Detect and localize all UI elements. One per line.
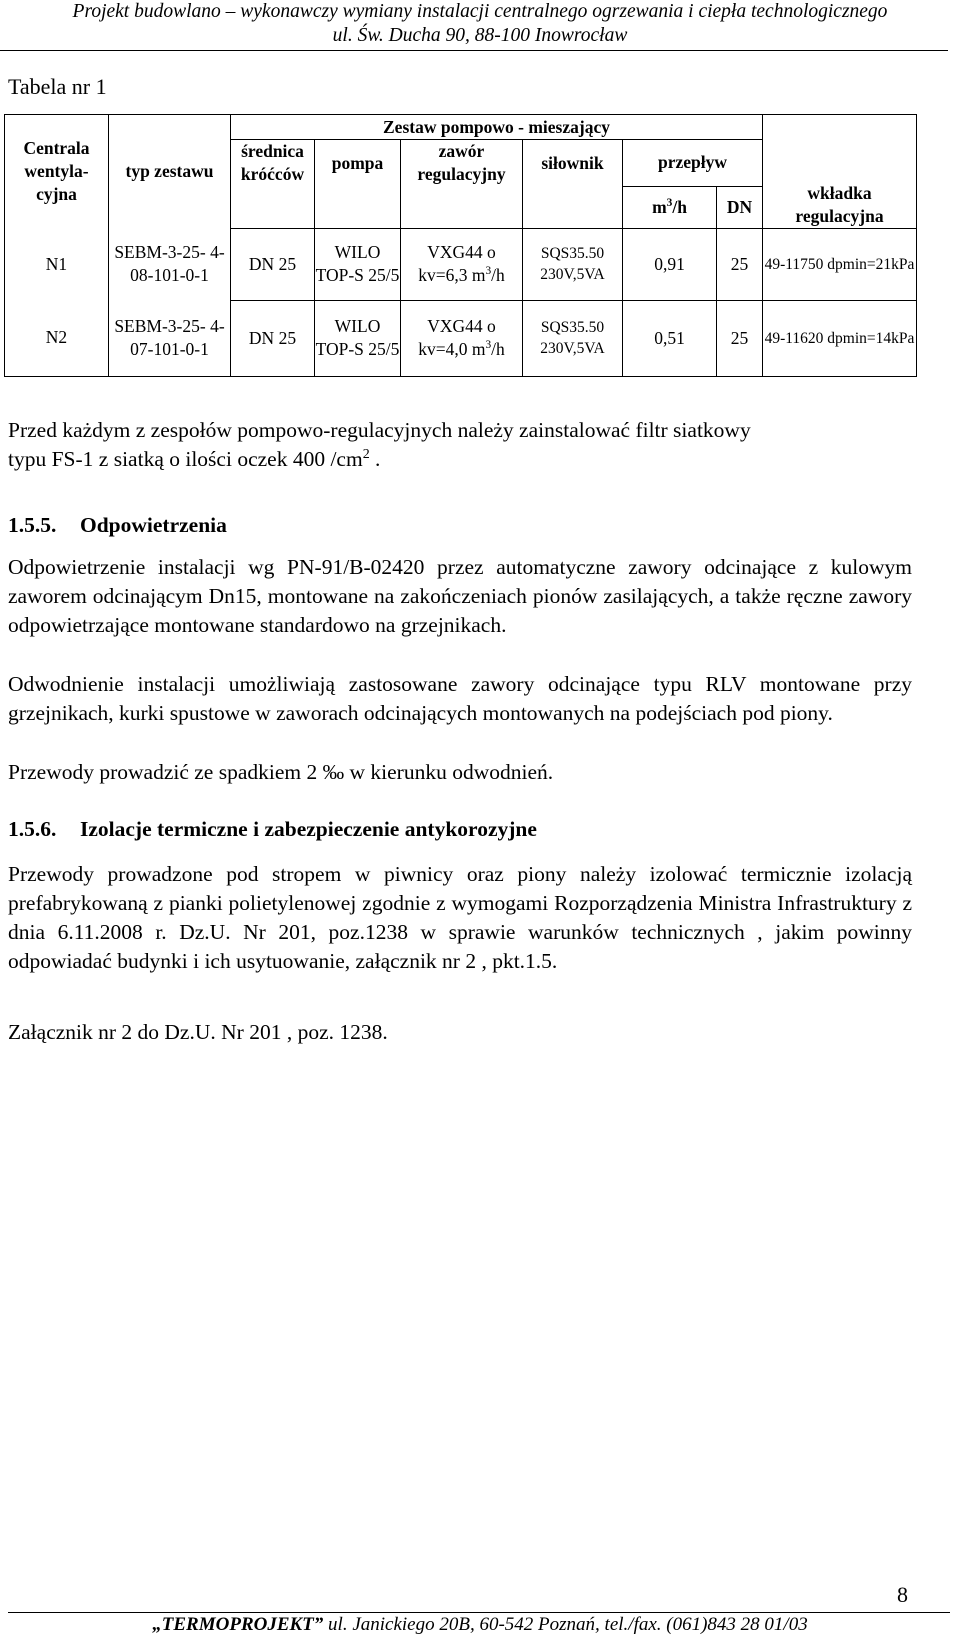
table-caption: Tabela nr 1 bbox=[8, 74, 107, 99]
document-header-line1: Projekt budowlano – wykonawczy wymiany instalacji centralnego ogrzewania i ciepła technologicznego bbox=[72, 1, 888, 22]
table-row bbox=[5, 300, 917, 376]
header-empty-cell bbox=[763, 115, 917, 140]
section-heading-156 bbox=[8, 817, 537, 842]
filter-note-line1: Przed każdym z zespołów pompowo-regulacyjnych należy zainstalować filtr siatkowy bbox=[8, 418, 751, 442]
cell-przeplyw: 0,91 bbox=[623, 228, 717, 300]
cell-dn: 25 bbox=[717, 228, 763, 300]
cell-silownik: SQS35.50 230V,5VA bbox=[523, 228, 623, 300]
cell-pompa: WILO TOP-S 25/5 bbox=[315, 228, 401, 300]
page-number: 8 bbox=[897, 1582, 908, 1607]
cell-dn: 25 bbox=[717, 300, 763, 376]
header-wkladka: wkładka regulacyjna bbox=[763, 140, 917, 229]
cell-centrala: N2 bbox=[5, 300, 109, 376]
header-silownik: siłownik bbox=[523, 140, 623, 187]
section-heading-155 bbox=[8, 513, 227, 538]
filter-note-line2: typu FS-1 z siatką o ilości oczek 400 $/cm^2$ . bbox=[8, 446, 381, 471]
section-title: Izolacje termiczne i zabezpieczenie antykorozyjne bbox=[80, 817, 537, 841]
section-number: 1.5.6. bbox=[8, 817, 57, 841]
paragraph-odpowietrzenie: Odpowietrzenie instalacji wg PN-91/B-02420 przez automatyczne zawory odcinające z kulowym zaworem odcinającym Dn15, montowane na zakończeniach pionów zasilających, a także ręczne zawory odpowietrzające montowane standardowo na grzejnikach. bbox=[8, 555, 912, 637]
header-zawor: zawór regulacyjny bbox=[401, 140, 523, 187]
cell-srednica: DN 25 bbox=[231, 300, 315, 376]
paragraph-spadek: Przewody prowadzić ze spadkiem 2 ‰ w kierunku odwodnień. bbox=[8, 760, 554, 784]
section-number: 1.5.5. bbox=[8, 513, 57, 537]
cell-centrala: N1 bbox=[5, 228, 109, 300]
pump-set-table bbox=[4, 114, 917, 377]
header-dn: DN bbox=[717, 186, 763, 228]
cell-zawor: VXG44 o kv=4,0 $m^3/h$ bbox=[401, 300, 523, 376]
cell-przeplyw: 0,51 bbox=[623, 300, 717, 376]
document-footer bbox=[0, 1614, 960, 1636]
paragraph-izolacje: Przewody prowadzone pod stropem w piwnicy oraz piony należy izolować termicznie izolacją prefabrykowaną z pianki polietylenowej zgodnie z wymogami Rozporządzenia Ministra Infrastruktury z dnia 6.11.2008 r. Dz.U. Nr 201, poz.1238 w sprawie warunków technicznych , jakim powinny odpowiadać budynki i ich usytuowanie, załącznik nr 2 , pkt.1.5. bbox=[8, 862, 912, 973]
cell-wkladka: 49-11620 dpmin=14kPa bbox=[763, 300, 917, 376]
document-header-address: ul. Św. Ducha 90, 88-100 Inowrocław bbox=[332, 25, 628, 46]
filter-note bbox=[8, 416, 912, 474]
cell-srednica: DN 25 bbox=[231, 228, 315, 300]
header-group-zestaw: Zestaw pompowo - mieszający bbox=[231, 115, 763, 140]
header-pompa: pompa bbox=[315, 140, 401, 187]
footer-address: ul. Janickiego 20B, 60-542 Poznań, tel./fax. (061)843 28 01/03 bbox=[323, 1614, 808, 1635]
paragraph-odwodnienie: Odwodnienie instalacji umożliwiają zastosowane zawory odcinające typu RLV montowane przy grzejnikach, kurki spustowe w zaworach odcinających montowanych na podejściach pod piony. bbox=[8, 672, 912, 725]
cell-wkladka: 49-11750 dpmin=21kPa bbox=[763, 228, 917, 300]
header-srednica: średnica króćców bbox=[231, 140, 315, 187]
header-centrala: Centrala wentyla- cyjna bbox=[5, 115, 109, 229]
header-rule bbox=[0, 50, 948, 51]
header-typ-zestawu: typ zestawu bbox=[109, 115, 231, 229]
cell-typ: SEBM-3-25- 4-08-101-0-1 bbox=[109, 228, 231, 300]
section-title: Odpowietrzenia bbox=[80, 513, 227, 537]
cell-silownik: SQS35.50 230V,5VA bbox=[523, 300, 623, 376]
paragraph-zalacznik: Załącznik nr 2 do Dz.U. Nr 201 , poz. 1238. bbox=[8, 1020, 388, 1044]
header-m3h: $m^3/h$ bbox=[623, 186, 717, 228]
cell-pompa: WILO TOP-S 25/5 bbox=[315, 300, 401, 376]
footer-rule bbox=[8, 1612, 950, 1613]
table-row bbox=[5, 228, 917, 300]
header-przeplyw: przepływ bbox=[623, 140, 763, 187]
cell-zawor: VXG44 o kv=6,3 $m^3/h$ bbox=[401, 228, 523, 300]
footer-company: „TERMOPROJEKT” bbox=[152, 1614, 324, 1635]
cell-typ: SEBM-3-25- 4-07-101-0-1 bbox=[109, 300, 231, 376]
